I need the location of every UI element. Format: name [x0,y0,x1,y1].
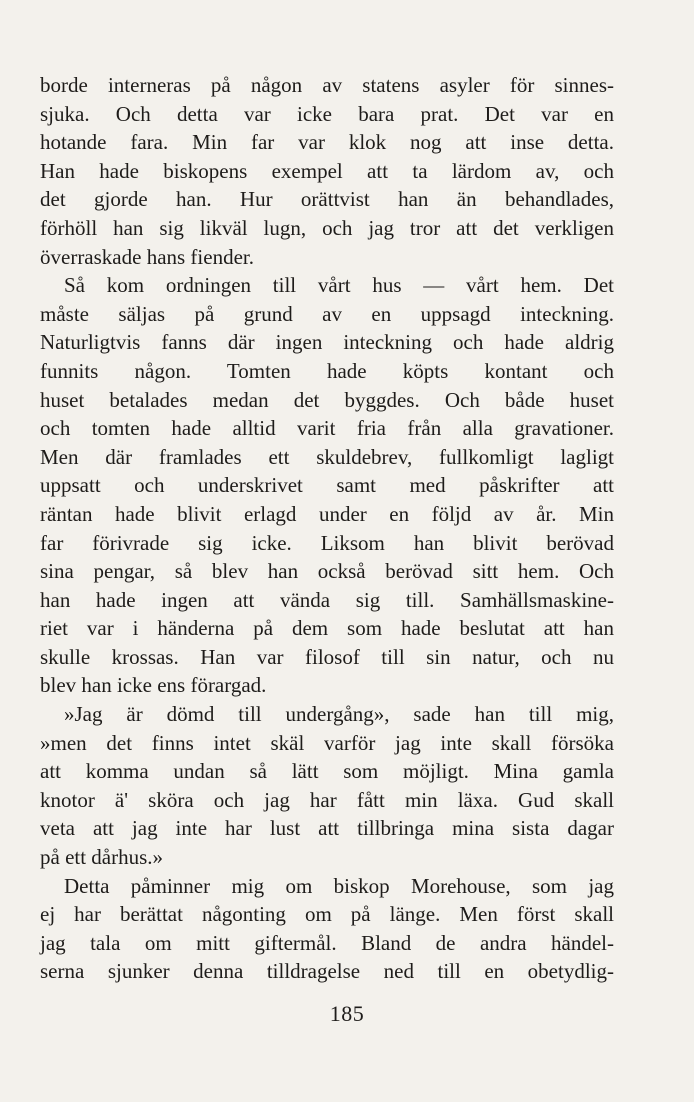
text-line: förhöll han sig likväl lugn, och jag tror att det verkligen [40,215,614,240]
text-line: Han hade biskopens exempel att ta lärdom av, och [40,158,614,183]
text-line: knotor ä' sköra och jag har fått min läxa. Gud skall [40,787,614,812]
text-line: riet var i händerna på dem som hade beslutat att han [40,616,614,641]
text-line: överraskade hans fiender. [40,244,254,269]
text-line: Naturligtvis fanns där ingen inteckning och hade aldrig [40,330,614,355]
text-line: far förivrade sig icke. Liksom han blivit berövad [40,530,614,555]
text-line: på ett dårhus.» [40,845,164,870]
text-line: »men det finns intet skäl varför jag inte skall försöka [40,730,614,755]
text-line: sjuka. Och detta var icke bara prat. Det var en [40,101,614,126]
text-line: serna sjunker denna tilldragelse ned till en obetydlig- [40,959,614,984]
text-line: huset betalades medan det byggdes. Och både huset [40,387,614,412]
text-line: skulle krossas. Han var filosof till sin natur, och nu [40,644,614,669]
text-line: funnits någon. Tomten hade köpts kontant och [40,358,614,383]
text-line: blev han icke ens förargad. [40,673,267,698]
page-number: 185 [329,1001,365,1026]
text-line: hotande fara. Min far var klok nog att inse detta. [40,130,614,155]
text-line: ej har berättat någonting om på länge. Men först skall [40,902,614,927]
text-line: att komma undan så lätt som möjligt. Mina gamla [40,759,614,784]
text-line: uppsatt och underskrivet samt med påskrifter att [40,473,614,498]
text-line: Detta påminner mig om biskop Morehouse, som jag [64,873,614,898]
text-line: Så kom ordningen till vårt hus — vårt hem. Det [64,273,614,298]
text-line: det gjorde han. Hur orättvist han än behandlades, [40,187,614,212]
text-line: Men där framlades ett skuldebrev, fullkomligt lagligt [40,444,614,469]
text-line: »Jag är dömd till undergång», sade han till mig, [64,702,614,727]
text-line: jag tala om mitt giftermål. Bland de andra händel- [40,930,614,955]
body-text [40,71,614,986]
text-line: han hade ingen att vända sig till. Samhällsmaskine- [40,587,614,612]
text-line: sina pengar, så blev han också berövad sitt hem. Och [40,559,614,584]
text-line: räntan hade blivit erlagd under en följd av år. Min [40,501,614,526]
text-line: veta att jag inte har lust att tillbringa mina sista dagar [40,816,614,841]
text-line: och tomten hade alltid varit fria från alla gravationer. [40,416,614,441]
text-line: borde interneras på någon av statens asyler för sinnes- [40,73,614,97]
text-line: måste säljas på grund av en uppsagd inteckning. [40,301,614,326]
